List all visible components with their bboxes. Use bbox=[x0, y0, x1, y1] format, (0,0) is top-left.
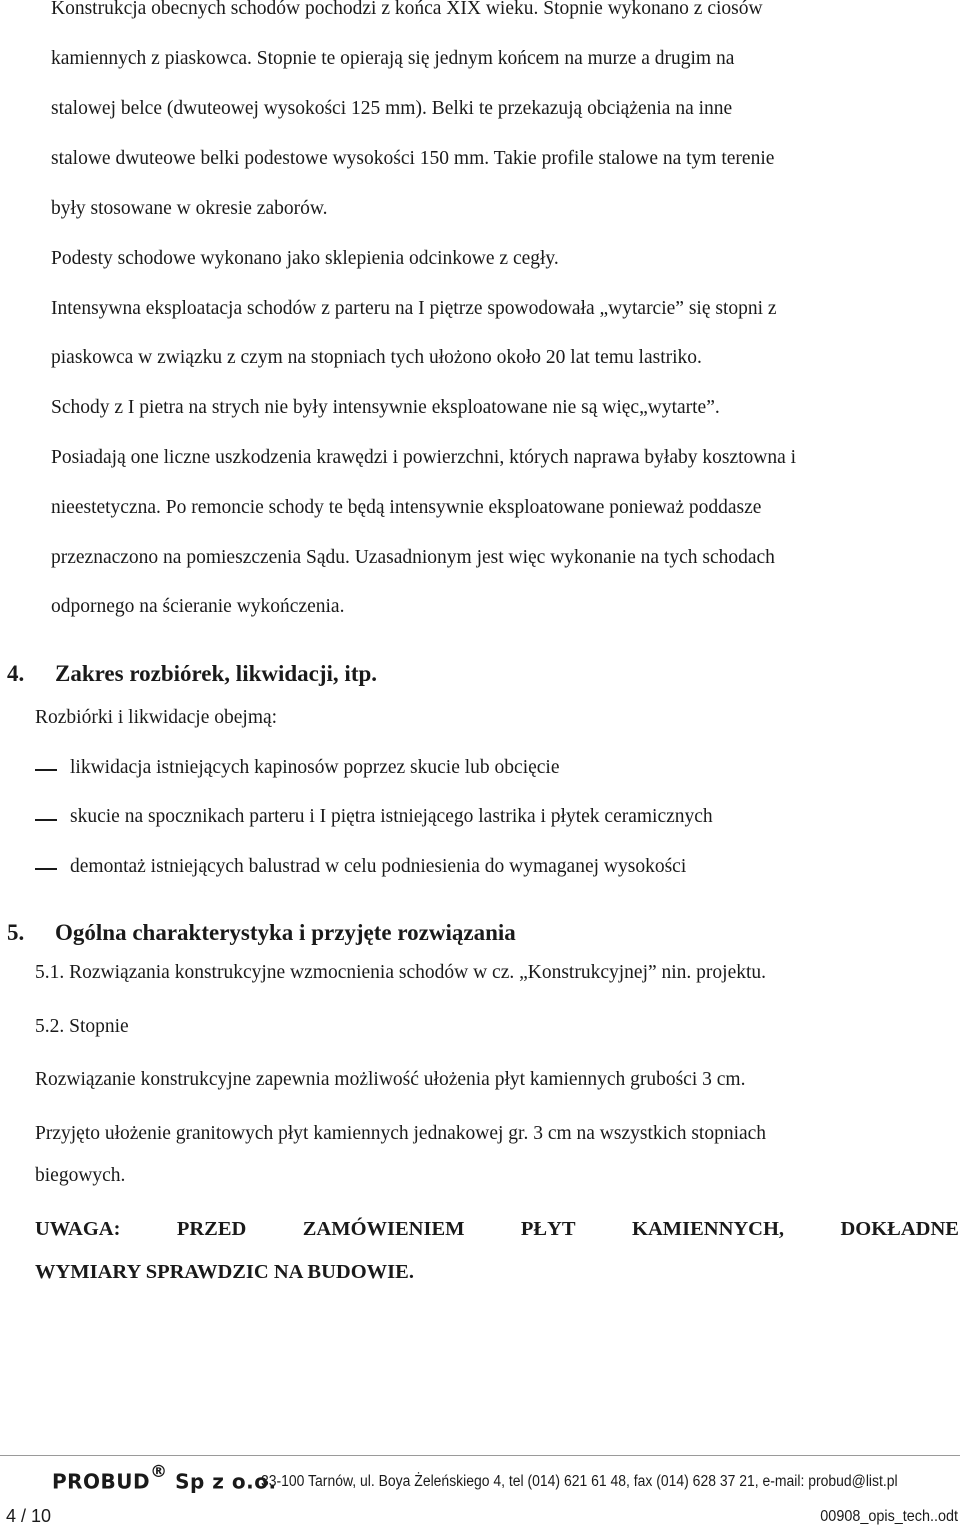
section-title: Ogólna charakterystyka i przyjęte rozwiązania bbox=[55, 920, 516, 945]
footer-divider bbox=[0, 1455, 960, 1456]
section-4-heading bbox=[7, 660, 507, 688]
registered-mark-icon: ® bbox=[150, 1462, 168, 1482]
page-number: 4 / 10 bbox=[6, 1506, 52, 1526]
body-text-line: Intensywna eksploatacja schodów z parteru na I piętrze spowodowała „wytarcie” się stopni z bbox=[51, 298, 777, 319]
body-text-line: piaskowca w związku z czym na stopniach tych ułożono około 20 lat temu lastriko. bbox=[51, 347, 702, 368]
logo-suffix: Sp z o.o. bbox=[175, 1469, 277, 1494]
body-text-line: Rozwiązanie konstrukcyjne zapewnia możliwość ułożenia płyt kamiennych grubości 3 cm. bbox=[35, 1069, 746, 1090]
warning-word: KAMIENNYCH, bbox=[632, 1218, 785, 1240]
body-text-line: nieestetyczna. Po remoncie schody te będą intensywnie eksploatowane ponieważ poddasze bbox=[51, 497, 762, 518]
warning-word: PŁYT bbox=[520, 1218, 576, 1240]
company-logo bbox=[52, 1464, 277, 1494]
section-5-heading bbox=[7, 919, 707, 947]
section-number: 4. bbox=[7, 661, 25, 686]
warning-word: ZAMÓWIENIEM bbox=[302, 1218, 465, 1240]
body-text-line: Konstrukcja obecnych schodów pochodzi z końca XIX wieku. Stopnie wykonano z ciosów bbox=[51, 0, 763, 19]
body-text-line: odpornego na ścieranie wykończenia. bbox=[51, 596, 345, 617]
body-text-line: Posiadają one liczne uszkodzenia krawędzi i powierzchni, których naprawa byłaby kosztowna i bbox=[51, 447, 797, 468]
dash-bullet-icon bbox=[35, 819, 57, 821]
footer-company-info: 33-100 Tarnów, ul. Boya Żeleńskiego 4, tel (014) 621 61 48, fax (014) 628 37 21, e-mail: probud@list.pl bbox=[261, 1473, 898, 1490]
section-title: Zakres rozbiórek, likwidacji, itp. bbox=[55, 661, 378, 686]
body-text-line: biegowych. bbox=[35, 1165, 126, 1186]
warning-word: PRZED bbox=[176, 1218, 247, 1240]
body-text-line: stalowe dwuteowe belki podestowe wysokości 150 mm. Takie profile stalowe na tym terenie bbox=[51, 148, 775, 169]
dash-bullet-icon bbox=[35, 769, 57, 771]
list-item: demontaż istniejących balustrad w celu podniesienia do wymaganej wysokości bbox=[70, 856, 687, 877]
body-text-line: Przyjęto ułożenie granitowych płyt kamiennych jednakowej gr. 3 cm na wszystkich stopniach bbox=[35, 1123, 767, 1144]
body-text-line: Podesty schodowe wykonano jako sklepienia odcinkowe z cegły. bbox=[51, 248, 559, 269]
body-text-line: były stosowane w okresie zaborów. bbox=[51, 198, 328, 219]
subsection-5-1: 5.1. Rozwiązania konstrukcyjne wzmocnienia schodów w cz. „Konstrukcyjnej” nin. projektu. bbox=[35, 962, 767, 983]
section-4-intro: Rozbiórki i likwidacje obejmą: bbox=[35, 707, 278, 728]
section-number: 5. bbox=[7, 920, 25, 945]
subsection-5-2: 5.2. Stopnie bbox=[35, 1016, 129, 1037]
warning-line bbox=[35, 1217, 959, 1241]
dash-bullet-icon bbox=[35, 868, 57, 870]
body-text-line: Schody z I pietra na strych nie były intensywnie eksploatowane nie są więc„wytarte”. bbox=[51, 397, 720, 418]
list-item: likwidacja istniejących kapinosów poprzez skucie lub obcięcie bbox=[70, 757, 560, 778]
warning-word: DOKŁADNE bbox=[840, 1218, 959, 1240]
body-text-line: stalowej belce (dwuteowej wysokości 125 mm). Belki te przekazują obciążenia na inne bbox=[51, 98, 733, 119]
warning-word: UWAGA: bbox=[35, 1218, 121, 1240]
list-item: skucie na spocznikach parteru i I piętra istniejącego lastrika i płytek ceramicznych bbox=[70, 806, 713, 827]
logo-text: PROBUD bbox=[52, 1469, 151, 1494]
file-name: 00908_opis_tech..odt bbox=[820, 1508, 958, 1525]
warning-line: WYMIARY SPRAWDZIC NA BUDOWIE. bbox=[35, 1261, 414, 1283]
body-text-line: przeznaczono na pomieszczenia Sądu. Uzasadnionym jest więc wykonanie na tych schodach bbox=[51, 547, 775, 568]
body-text-line: kamiennych z piaskowca. Stopnie te opierają się jednym końcem na murze a drugim na bbox=[51, 48, 735, 69]
